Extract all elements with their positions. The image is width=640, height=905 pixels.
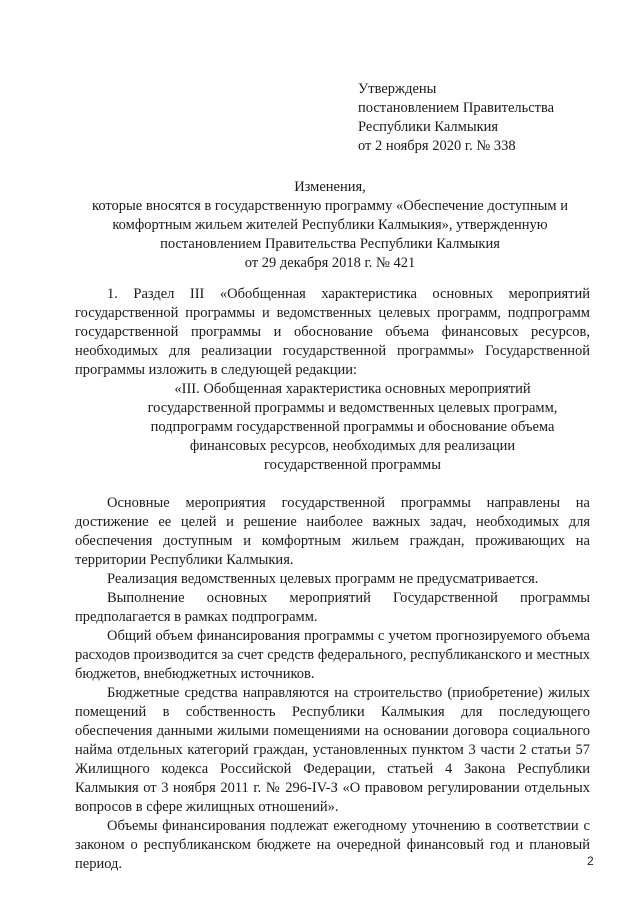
paragraph-main-activities: Основные мероприятия государственной программы направлены на достижение ее целей и решение наиболее важных задач, необходимых для обеспечения доступным и комфортным жильем граждан, проживающих на территории Республики Калмыкия. (75, 495, 590, 568)
approval-line-4: от 2 ноября 2020 г. № 338 (358, 138, 516, 154)
approval-line-1: Утверждены (358, 81, 437, 97)
document-title (60, 178, 600, 273)
approval-line-3: Республики Калмыкия (358, 119, 499, 135)
section-title-line-3: подпрограмм государственной программы и обоснование объема (150, 419, 555, 435)
section-title-line-5: государственной программы (264, 457, 441, 473)
title-heading: Изменения, (294, 179, 366, 195)
section-title-line-1: «III. Обобщенная характеристика основных мероприятий (174, 381, 531, 397)
title-line-4: от 29 декабря 2018 г. № 421 (244, 255, 416, 271)
approval-stamp (358, 80, 554, 156)
paragraph-budget-funds: Бюджетные средства направляются на строительство (приобретение) жилых помещений в собственность Республики Калмыкия для последующего обеспечения данными жилыми помещениями на основании договора социального найма отдельных категорий граждан, установленных пунктом 3 части 2 статьи 57 Жилищного кодекса Российской Федерации, статьей 4 Закона Республики Калмыкия от 3 ноября 2011 г. № 296-IV-З «О правовом регулировании отдельных вопросов в сфере жилищных отношений». (75, 685, 590, 815)
paragraph-departmental-programs: Реализация ведомственных целевых программ не предусматривается. (107, 571, 539, 587)
title-line-1: которые вносятся в государственную программу «Обеспечение доступным и (92, 198, 568, 214)
paragraph-annual-adjustment: Объемы финансирования подлежат ежегодному уточнению в соответствии с законом о республиканском бюджете на очередной финансовый год и плановый период. (75, 818, 590, 872)
title-line-2: комфортным жильем жителей Республики Калмыкия», утвержденную (112, 217, 548, 233)
section-title-line-2: государственной программы и ведомственных целевых программ, (147, 400, 558, 416)
page-number: 2 (587, 854, 594, 868)
paragraph-implementation: Выполнение основных мероприятий Государственной программы предполагается в рамках подпрограмм. (75, 590, 590, 625)
section-title-line-4: финансовых ресурсов, необходимых для реализации (189, 438, 516, 454)
item-1-paragraph: 1. Раздел III «Обобщенная характеристика основных мероприятий государственной программы и ведомственных целевых программ, подпрограмм государственной программы и обоснование объема финансовых ресурсов, необходимых для реализации государственной программы» Государственной программы изложить в следующей редакции: (75, 286, 590, 378)
document-body (75, 285, 590, 874)
title-line-3: постановлением Правительства Республики Калмыкия (160, 236, 500, 252)
section-title (75, 380, 590, 475)
paragraph-financing-volume: Общий объем финансирования программы с учетом прогнозируемого объема расходов производится за счет средств федерального, республиканского и местных бюджетов, внебюджетных источников. (75, 628, 590, 682)
approval-line-2: постановлением Правительства (358, 100, 555, 116)
